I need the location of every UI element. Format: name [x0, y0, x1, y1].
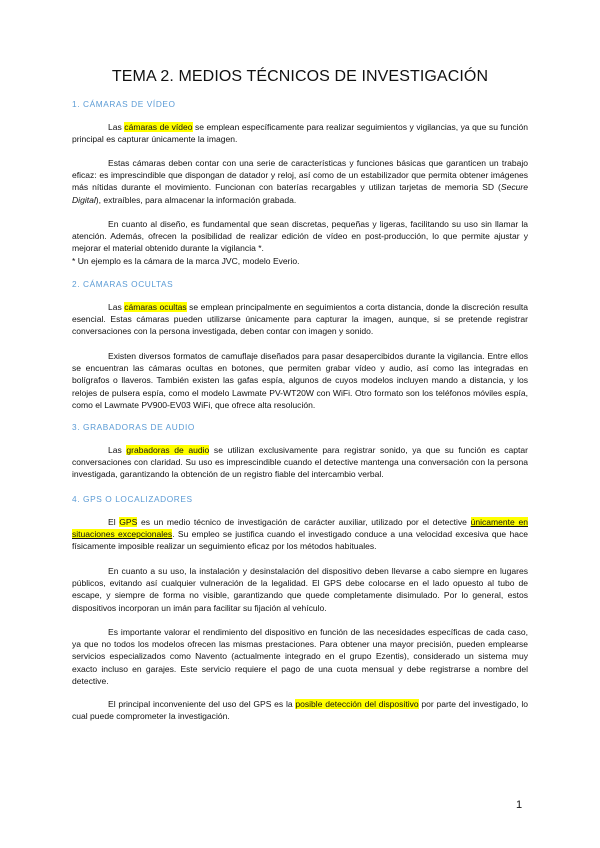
page-title: TEMA 2. MEDIOS TÉCNICOS DE INVESTIGACIÓN: [111, 68, 489, 85]
paragraph: Las cámaras de vídeo se emplean específicamente para realizar seguimientos y vigilancias, ya que su función principal es capturar únicamente la imagen.: [72, 122, 529, 145]
highlight: cámaras de vídeo: [124, 122, 193, 132]
section-heading-audio-recorders: 3. GRABADORAS DE AUDIO: [72, 422, 195, 432]
highlight: cámaras ocultas: [124, 302, 187, 312]
page-number: 1: [516, 799, 523, 811]
paragraph: En cuanto a su uso, la instalación y desinstalación del dispositivo deben llevarse a cabo siempre en lugares públicos, evitando así cualquier vulneración de la legalidad. El GPS debe colocarse en el lado opuesto al tubo de escape, y siempre de forma no visible, garantizando que quede completamente disimulado. Por lo general, estos dispositivos incorporan un imán para facilitar su fijación al vehículo.: [72, 566, 528, 613]
paragraph: Es importante valorar el rendimiento del dispositivo en función de las necesidades específicas de cada caso, ya que no todos los modelos ofrecen las mismas prestaciones. Para obtener una mayor precisión, pueden emplearse servicios especializados como Navento (actualmente integrado en el grupo Ezentis), considerado un sistema muy exacto incluso en garajes. Este servicio requiere el pago de una cuota mensual y debe registrarse a nombre del detective.: [72, 627, 528, 686]
paragraph: Existen diversos formatos de camuflaje diseñados para pasar desapercibidos durante la vigilancia. Entre ellos se encuentran las cámaras ocultas en botones, que permiten grabar vídeo y audio, así como las integradas en bolígrafos o llaveros. También existen las gafas espía, algunos de cuyos modelos incluyen mando a distancia, y los relojes de pulsera espía, como el modelo Lawmate PV-WT20W con WiFi. Otro formato son los teléfonos móviles espía, como el Lawmate PV900-EV03 WiFi, que ofrece alta resolución.: [72, 351, 528, 410]
highlight-underlined: únicamente en situaciones excepcionales: [72, 517, 528, 540]
section-heading-hidden-cameras: 2. CÁMARAS OCULTAS: [72, 279, 174, 289]
paragraph: El GPS es un medio técnico de investigación de carácter auxiliar, utilizado por el detective únicamente en situaciones excepcionales. Su empleo se justifica cuando el investigado conduce a una velocidad excesiva que hace físicamente imposible realizar un seguimiento eficaz por los métodos habituales.: [72, 517, 528, 552]
highlight: GPS: [119, 517, 138, 527]
paragraph: Las grabadoras de audio se utilizan exclusivamente para registrar sonido, ya que su función es captar conversaciones con claridad. Su uso es imprescindible cuando el detective mantenga una conversación con la persona investigada, garantizando la obtención de un registro fiable del intercambio verbal.: [72, 445, 528, 480]
paragraph: El principal inconveniente del uso del GPS es la posible detección del dispositivo por parte del investigado, lo cual puede comprometer la investigación.: [72, 699, 528, 722]
highlight: posible detección del dispositivo: [295, 699, 419, 709]
paragraph: Las cámaras ocultas se emplean principalmente en seguimientos a corta distancia, donde la discreción resulta esencial. Estas cámaras pueden utilizarse únicamente para capturar la imagen, aunque, si se pretende registrar conversaciones con la persona investigada, deben contar con imagen y sonido.: [72, 302, 529, 337]
footnote: * Un ejemplo es la cámara de la marca JVC, modelo Everio.: [72, 256, 300, 266]
paragraph: Estas cámaras deben contar con una serie de características y funciones básicas que garanticen un trabajo eficaz: es imprescindible que dispongan de datador y reloj, así como de un estabilizador que permita obtener imágenes más nítidas durante el movimiento. Funcionan con baterías recargables y utilizan tarjetas de memoria SD (Secure Digital), extraíbles, para almacenar la información grabada.: [72, 158, 528, 205]
paragraph: En cuanto al diseño, es fundamental que sean discretas, pequeñas y ligeras, facilitando su uso sin llamar la atención. Además, ofrecen la posibilidad de realizar edición de vídeo en post-producción, lo que permite ajustar y mejorar el material obtenido durante la vigilancia *.: [72, 219, 528, 254]
section-heading-video-cameras: 1. CÁMARAS DE VÍDEO: [72, 99, 176, 109]
highlight: grabadoras de audio: [126, 445, 210, 455]
section-heading-gps: 4. GPS O LOCALIZADORES: [72, 494, 193, 504]
